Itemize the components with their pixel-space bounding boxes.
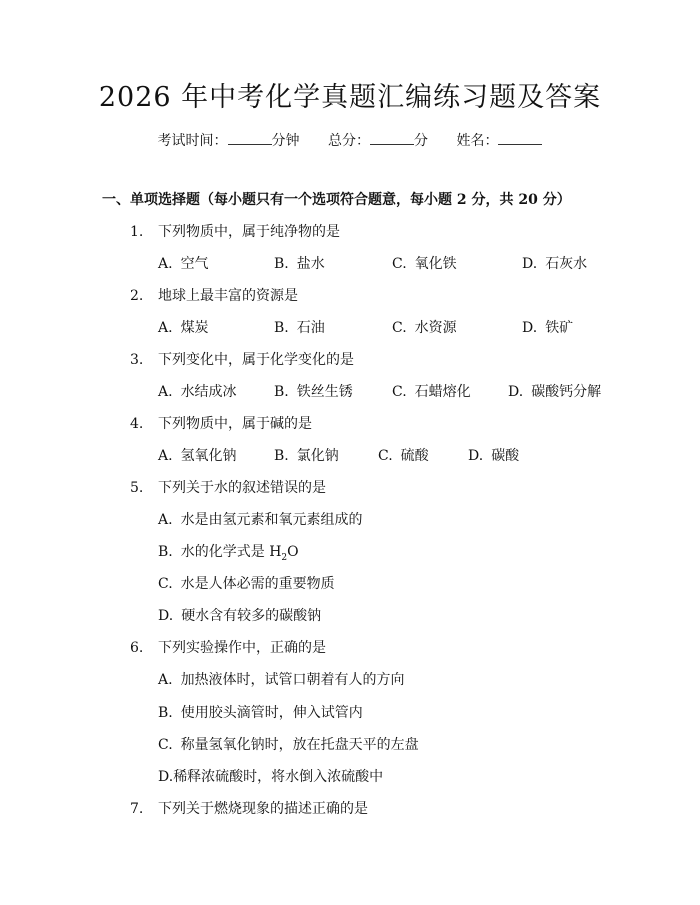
question-6 xyxy=(130,638,326,658)
time-unit: 分钟 xyxy=(271,133,300,149)
option-d[interactable]: D. 碳酸钙分解 xyxy=(508,384,602,400)
question-6-option-c[interactable]: C. 称量氢氧化钠时，放在托盘天平的左盘 xyxy=(158,737,419,753)
question-number: 4. xyxy=(130,416,144,432)
question-text: 下列关于水的叙述错误的是 xyxy=(158,480,326,496)
question-text: 下列变化中，属于化学变化的是 xyxy=(158,352,354,368)
question-5-option-d[interactable]: D. 硬水含有较多的碳酸钠 xyxy=(158,608,322,624)
question-text: 下列物质中，属于纯净物的是 xyxy=(158,224,340,240)
question-2-options xyxy=(158,318,608,338)
time-blank[interactable] xyxy=(228,130,272,145)
question-4 xyxy=(130,414,312,434)
question-6-option-b[interactable]: B. 使用胶头滴管时，伸入试管内 xyxy=(158,705,363,721)
question-3-options xyxy=(158,382,608,402)
question-5-option-c[interactable]: C. 水是人体必需的重要物质 xyxy=(158,576,335,592)
question-1-options xyxy=(158,254,608,274)
option-a[interactable]: A. 空气 xyxy=(158,256,209,272)
option-a[interactable]: A. 氢氧化钠 xyxy=(158,448,237,464)
option-c[interactable]: C. 氧化铁 xyxy=(392,256,457,272)
question-5 xyxy=(130,478,326,498)
question-number: 7. xyxy=(130,801,144,817)
question-1 xyxy=(130,222,340,242)
option-b[interactable]: B. 氯化钠 xyxy=(274,448,339,464)
question-text: 下列实验操作中，正确的是 xyxy=(158,640,326,656)
name-field xyxy=(456,133,542,149)
question-number: 3. xyxy=(130,352,144,368)
exam-time-field xyxy=(158,133,304,149)
name-blank[interactable] xyxy=(498,130,542,145)
question-number: 2. xyxy=(130,288,144,304)
option-b[interactable]: B. 石油 xyxy=(274,320,325,336)
option-b[interactable]: B. 盐水 xyxy=(274,256,325,272)
score-label: 总分： xyxy=(328,133,370,149)
question-number: 6. xyxy=(130,640,144,656)
question-4-options xyxy=(158,446,608,466)
subscript: 2 xyxy=(281,552,288,563)
question-2 xyxy=(130,286,298,306)
section-title: 一、单项选择题（每小题只有一个选项符合题意，每小题 2 分，共 20 分） xyxy=(102,192,571,208)
question-5-option-b[interactable]: B. 水的化学式是 $H_2O$ xyxy=(158,544,299,563)
question-3 xyxy=(130,350,354,370)
question-text: 下列物质中，属于碱的是 xyxy=(158,416,312,432)
question-text: 下列关于燃烧现象的描述正确的是 xyxy=(158,801,368,817)
option-c[interactable]: C. 硫酸 xyxy=(378,448,429,464)
option-b[interactable]: B. 铁丝生锈 xyxy=(274,384,353,400)
question-number: 1. xyxy=(130,224,144,240)
question-text: 地球上最丰富的资源是 xyxy=(158,288,298,304)
score-unit: 分 xyxy=(414,133,428,149)
question-5-option-a[interactable]: A. 水是由氢元素和氧元素组成的 xyxy=(158,512,363,528)
option-d[interactable]: D. 石灰水 xyxy=(522,256,588,272)
option-c[interactable]: C. 水资源 xyxy=(392,320,457,336)
exam-info-line xyxy=(0,130,700,151)
question-number: 5. xyxy=(130,480,144,496)
option-d[interactable]: D. 碳酸 xyxy=(468,448,520,464)
option-c[interactable]: C. 石蜡熔化 xyxy=(392,384,471,400)
name-label: 姓名： xyxy=(456,133,499,149)
question-6-option-d[interactable]: D.稀释浓硫酸时，将水倒入浓硫酸中 xyxy=(158,769,384,785)
score-blank[interactable] xyxy=(370,130,414,145)
option-a[interactable]: A. 煤炭 xyxy=(158,320,209,336)
exam-title: 2026 年中考化学真题汇编练习题及答案 xyxy=(98,82,602,113)
time-label: 考试时间： xyxy=(157,133,228,149)
option-a[interactable]: A. 水结成冰 xyxy=(158,384,237,400)
question-6-option-a[interactable]: A. 加热液体时，试管口朝着有人的方向 xyxy=(158,672,405,688)
question-7 xyxy=(130,799,368,819)
total-score-field xyxy=(328,133,432,149)
option-d[interactable]: D. 铁矿 xyxy=(522,320,574,336)
